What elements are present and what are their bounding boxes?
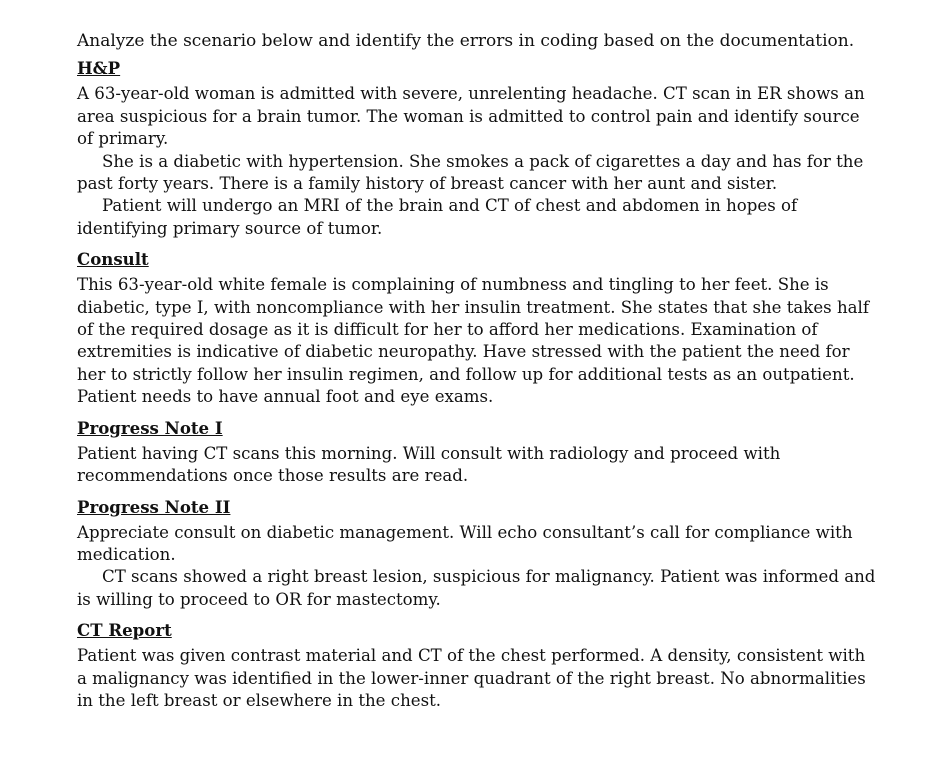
section-heading-consult: Consult (77, 249, 149, 270)
section-heading-progress-note-1: Progress Note I (77, 417, 223, 438)
section-heading-progress-note-2: Progress Note II (77, 496, 231, 517)
document-page (77, 30, 877, 721)
hp-paragraph-1: A 63-year-old woman is admitted with severe, unrelenting headache. CT scan in ER shows an area suspicious for a brain tumor. The woman is admitted to control pain and identify source of primary. (77, 84, 865, 149)
section-heading-hp: H&P (77, 58, 121, 79)
section-consult (77, 249, 877, 408)
section-hp (77, 58, 877, 240)
progress-note-2-paragraph-1: Appreciate consult on diabetic management. Will echo consultant’s call for compliance with medication. (77, 522, 853, 564)
consult-paragraph-1: This 63-year-old white female is complaining of numbness and tingling to her feet. She is diabetic, type I, with noncompliance with her insulin treatment. She states that she takes half of the required dosage as it is difficult for her to afford her medications. Examination of extremities is indicative of diabetic neuropathy. Have stressed with the patient the need for her to strictly follow her insulin regimen, and follow up for additional tests as an outpatient. Patient needs to have annual foot and eye exams. (77, 275, 869, 407)
section-heading-ct-report: CT Report (77, 620, 172, 641)
ct-report-paragraph-1: Patient was given contrast material and CT of the chest performed. A density, consistent with a malignancy was identified in the lower-inner quadrant of the right breast. No abnormalities in the left breast or elsewhere in the chest. (77, 646, 866, 710)
section-progress-note-2 (77, 497, 877, 612)
progress-note-1-paragraph-1: Patient having CT scans this morning. Will consult with radiology and proceed with recommendations once those results are read. (77, 443, 781, 486)
hp-paragraph-2: She is a diabetic with hypertension. She smokes a pack of cigarettes a day and has for the past forty years. There is a family history of breast cancer with her aunt and sister. (77, 151, 864, 194)
progress-note-2-paragraph-2: CT scans showed a right breast lesion, suspicious for malignancy. Patient was informed and is willing to proceed to OR for mastectomy. (77, 567, 876, 609)
section-progress-note-1 (77, 418, 877, 488)
hp-paragraph-3: Patient will undergo an MRI of the brain and CT of chest and abdomen in hopes of identifying primary source of tumor. (77, 196, 798, 238)
instruction-text: Analyze the scenario below and identify the errors in coding based on the documentation. (77, 31, 855, 51)
section-ct-report (77, 620, 877, 712)
